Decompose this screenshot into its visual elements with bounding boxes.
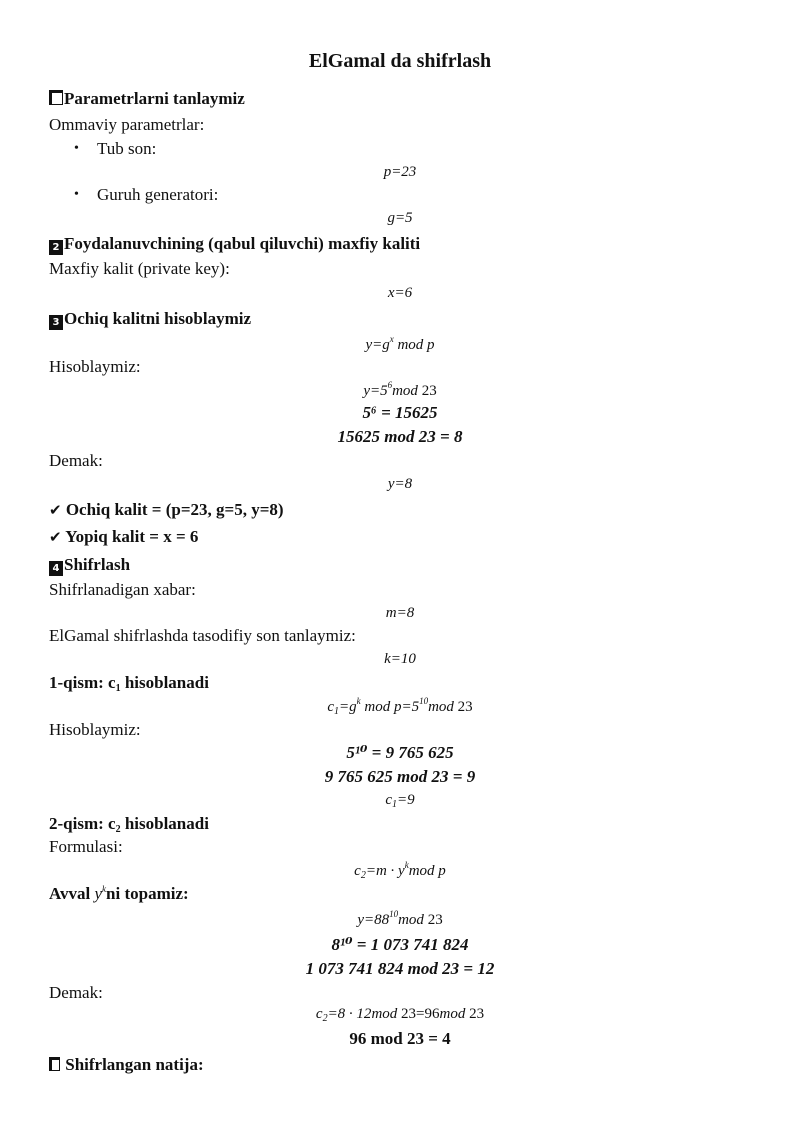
formula-yk: $y=88^{10}mod$ 23	[357, 909, 443, 928]
result-mod: 15625 mod 23 = 8	[337, 427, 463, 446]
document-title: ElGamal da shifrlash	[308, 50, 492, 72]
result-c2: 96 mod 23 = 4	[349, 1029, 451, 1048]
section-3-heading: 3 Ochiq kalitni hisoblaymiz	[49, 309, 251, 330]
section-2-heading: 2 Foydalanuvchining (qabul qiluvchi) maxfiy kaliti	[49, 234, 420, 255]
result-mod: 9 765 625 mod 23 = 9	[324, 767, 476, 786]
demak-label: Demak:	[49, 983, 103, 1002]
formula-k: k=10	[384, 651, 416, 667]
check-icon: ✔	[49, 528, 62, 546]
formula-g: g=5	[387, 210, 413, 226]
encrypted-result-heading: Shifrlangan natija:	[49, 1055, 204, 1075]
formula-c2-calc: $c_2=8 \cdot 12mod$ 23=96mod 23	[315, 1006, 485, 1024]
result-power: 5⁶ = 15625	[362, 403, 438, 422]
result-power: 5¹⁰ = 9 765 625	[346, 743, 454, 762]
square-number-icon: 3	[49, 315, 63, 330]
result-mod: 1 073 741 824 mod 23 = 12	[305, 959, 495, 978]
part-2-heading: 2-qism: $c_2$ hisoblanadi	[49, 814, 209, 835]
message-label: Shifrlanadigan xabar:	[49, 580, 196, 599]
random-number-label: ElGamal shifrlashda tasodifiy son tanlaymiz:	[49, 626, 356, 645]
formula-c1-general: $c_1=g^k$ mod $p=5^{10}mod$ 23	[327, 696, 473, 717]
formula-y-substituted: $y=5^6mod$ 23	[363, 380, 437, 399]
formula-x: x=6	[387, 285, 413, 301]
formula-c1-value: $c_1=9$	[385, 792, 415, 810]
formula-m: m=8	[385, 605, 415, 621]
bullet-icon: •	[74, 187, 79, 202]
bullet-generator-label: Guruh generatori:	[97, 185, 219, 204]
demak-label: Demak:	[49, 451, 103, 470]
part-1-heading: 1-qism: $c_1$ hisoblanadi	[49, 673, 209, 694]
formula-y-value: y=8	[387, 476, 413, 492]
section-4-heading: 4 Shifrlash	[49, 555, 130, 576]
check-icon: ✔	[49, 501, 62, 519]
first-yk-heading: Avval $y^kni$ topamiz:	[49, 884, 189, 903]
calc-label: Hisoblaymiz:	[49, 357, 141, 376]
formula-label: Formulasi:	[49, 837, 123, 856]
calc-label: Hisoblaymiz:	[49, 720, 141, 739]
bullet-icon: •	[74, 141, 79, 156]
public-params-label: Ommaviy parametrlar:	[49, 115, 205, 134]
square-icon	[49, 1057, 60, 1071]
private-key-line: ✔ Yopiq kalit = x = 6	[49, 527, 199, 546]
public-key-line: ✔ Ochiq kalit = (p=23, g=5, y=8)	[49, 500, 284, 519]
square-number-icon: 4	[49, 561, 63, 576]
bullet-prime-label: Tub son:	[97, 139, 157, 158]
formula-c2-general: $c_2=m \cdot y^kmod$ p	[354, 860, 446, 881]
section-1-heading: Parametrlarni tanlaymiz	[49, 89, 245, 109]
square-number-icon: 2	[49, 240, 63, 255]
result-power: 8¹⁰ = 1 073 741 824	[331, 935, 469, 954]
square-number-icon	[49, 90, 63, 105]
private-key-label: Maxfiy kalit (private key):	[49, 259, 230, 278]
formula-p: p=23	[383, 164, 417, 180]
formula-y-general: $y=g^x$ mod p	[365, 334, 435, 353]
